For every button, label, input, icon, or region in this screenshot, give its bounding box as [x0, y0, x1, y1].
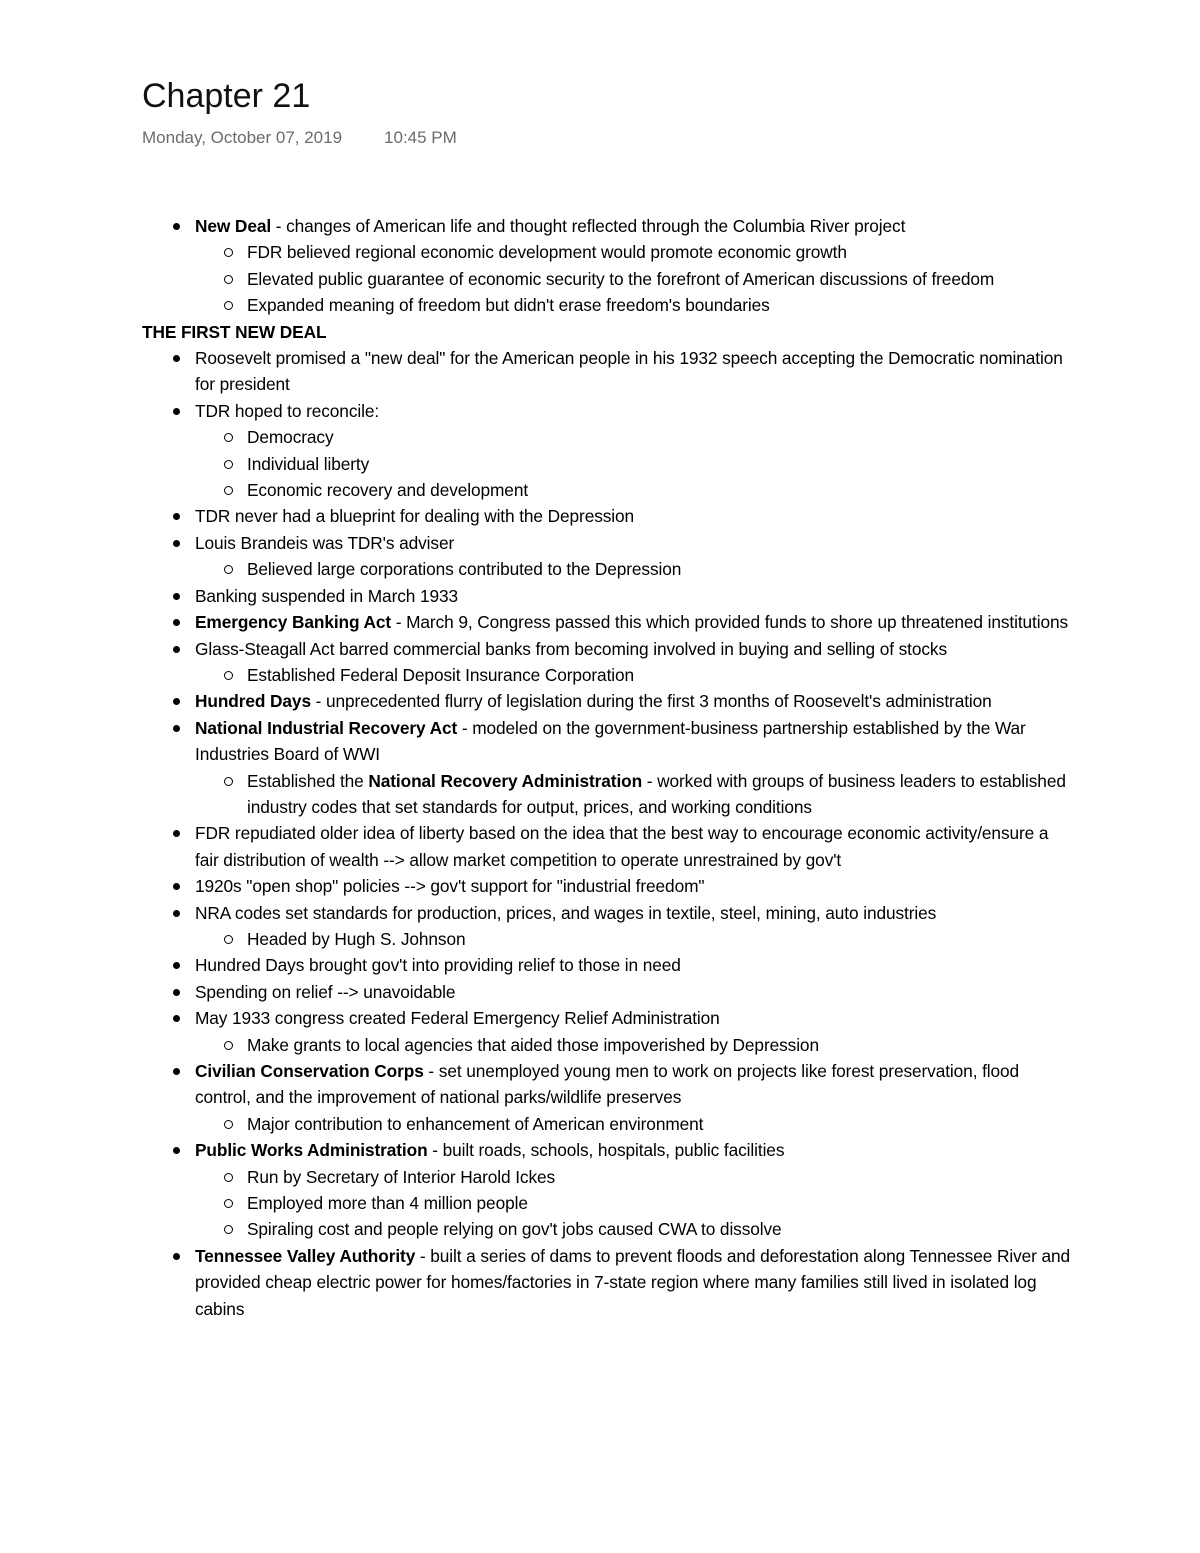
bullet-dot-icon	[173, 962, 180, 969]
item-term: Civilian Conservation Corps	[195, 1061, 424, 1081]
item-text: Economic recovery and development	[247, 480, 529, 501]
sub-bullet-item	[142, 1190, 1072, 1216]
bullet-circle-icon	[224, 1199, 233, 1208]
item-term: Public Works Administration	[195, 1140, 428, 1161]
item-text: Glass-Steagall Act barred commercial banks from becoming involved in buying and selling of stocks	[195, 638, 948, 659]
sub-bullet-item	[142, 1032, 1072, 1058]
bullet-circle-icon	[224, 1173, 233, 1182]
bullet-dot-icon	[173, 408, 180, 415]
item-text: - built roads, schools, hospitals, public facilities	[427, 1140, 785, 1161]
bullet-item	[142, 345, 1072, 398]
item-text: Make grants to local agencies that aided those impoverished by Depression	[247, 1034, 819, 1055]
item-text: Believed large corporations contributed to the Depression	[247, 559, 682, 580]
bullet-dot-icon	[173, 619, 180, 626]
bullet-item	[142, 398, 1072, 424]
item-term: National Recovery Administration	[368, 770, 643, 791]
item-text: - unprecedented flurry of legislation during the first 3 months of Roosevelt's administration	[310, 691, 992, 712]
bullet-dot-icon	[173, 513, 180, 520]
item-text: Banking suspended in March 1933	[195, 585, 459, 606]
item-text: - built a series of dams to prevent floods and deforestation along Tennessee River and provided cheap electric power for homes/factories in 7-state region where many families still lived in isolated log cabins	[195, 1245, 1071, 1319]
sub-bullet-item	[142, 477, 1072, 503]
item-text: Elevated public guarantee of economic security to the forefront of American discussions of freedom	[247, 268, 995, 289]
bullet-dot-icon	[173, 989, 180, 996]
bullet-item	[142, 636, 1072, 662]
bullet-item	[142, 873, 1072, 899]
bullet-circle-icon	[224, 1041, 233, 1050]
bullet-dot-icon	[173, 1015, 180, 1022]
bullet-dot-icon	[173, 910, 180, 917]
item-text: FDR repudiated older idea of liberty based on the idea that the best way to encourage economic activity/ensure a fair distribution of wealth --> allow market competition to operate unrestrained by gov't	[195, 823, 1049, 870]
item-text: NRA codes set standards for production, prices, and wages in textile, steel, mining, auto industries	[195, 902, 937, 923]
item-text: Hundred Days brought gov't into providing relief to those in need	[195, 955, 681, 976]
bullet-item	[142, 530, 1072, 556]
item-text: - modeled on the government-business partnership established by the War Industries Board of WWI	[195, 717, 1026, 765]
bullet-dot-icon	[173, 1068, 180, 1075]
item-text: FDR believed regional economic development would promote economic growth	[247, 242, 847, 263]
bullet-circle-icon	[224, 1120, 233, 1129]
item-term: Tennessee Valley Authority	[195, 1245, 416, 1266]
item-text: TDR hoped to reconcile:	[195, 400, 380, 421]
item-text: Major contribution to enhancement of American environment	[247, 1113, 704, 1134]
bullet-item	[142, 609, 1072, 635]
bullet-item	[142, 900, 1072, 926]
item-text: 1920s "open shop" policies --> gov't support for "industrial freedom"	[195, 876, 705, 897]
bullet-circle-icon	[224, 301, 233, 310]
bullet-circle-icon	[224, 777, 233, 786]
bullet-item	[142, 503, 1072, 529]
bullet-circle-icon	[224, 935, 233, 944]
item-term: New Deal	[195, 216, 272, 236]
item-text-prefix: Established the	[247, 770, 369, 791]
bullet-circle-icon	[224, 565, 233, 574]
sub-bullet-item	[142, 768, 1072, 821]
bullet-dot-icon	[173, 883, 180, 890]
bullet-dot-icon	[173, 355, 180, 362]
item-text: - worked with groups of business leaders to established industry codes that set standards for output, prices, and working conditions	[247, 770, 1066, 817]
item-text: Spiraling cost and people relying on gov't jobs caused CWA to dissolve	[247, 1219, 782, 1240]
bullet-circle-icon	[224, 460, 233, 469]
bullet-item	[142, 1243, 1072, 1322]
sub-bullet-item	[142, 424, 1072, 450]
item-text: Established Federal Deposit Insurance Corporation	[247, 664, 635, 685]
bullet-circle-icon	[224, 248, 233, 257]
item-text: Spending on relief --> unavoidable	[195, 981, 456, 1002]
bullet-circle-icon	[224, 1225, 233, 1234]
sub-bullet-item	[142, 556, 1072, 582]
bullet-dot-icon	[173, 725, 180, 732]
sub-bullet-item	[142, 292, 1072, 318]
item-text: TDR never had a blueprint for dealing with the Depression	[195, 506, 635, 527]
item-text: Employed more than 4 million people	[247, 1193, 528, 1214]
item-term: Hundred Days	[195, 691, 311, 712]
section-heading-text: THE FIRST NEW DEAL	[142, 321, 327, 342]
item-text: Roosevelt promised a "new deal" for the American people in his 1932 speech accepting the Democratic nomination for president	[195, 348, 1063, 395]
sub-bullet-item	[142, 451, 1072, 477]
bullet-item	[142, 583, 1072, 609]
bullet-item	[142, 1137, 1072, 1163]
bullet-circle-icon	[224, 486, 233, 495]
sub-bullet-item	[142, 1164, 1072, 1190]
bullet-dot-icon	[173, 540, 180, 547]
sub-bullet-item	[142, 926, 1072, 952]
section-heading	[142, 319, 1072, 345]
item-text: - March 9, Congress passed this which provided funds to shore up threatened institutions	[391, 612, 1069, 633]
sub-bullet-item	[142, 1111, 1072, 1137]
bullet-item	[142, 715, 1072, 768]
bullet-item	[142, 1058, 1072, 1111]
sub-bullet-item	[142, 266, 1072, 292]
bullet-dot-icon	[173, 830, 180, 837]
bullet-item	[142, 979, 1072, 1005]
bullet-dot-icon	[173, 1147, 180, 1154]
sub-bullet-item	[142, 662, 1072, 688]
bullet-item	[142, 1005, 1072, 1031]
sub-bullet-item	[142, 239, 1072, 265]
item-text: - set unemployed young men to work on projects like forest preservation, flood control, and the improvement of national parks/wildlife preserves	[195, 1061, 1020, 1108]
note-timestamp	[142, 127, 457, 149]
bullet-circle-icon	[224, 275, 233, 284]
bullet-dot-icon	[173, 1253, 180, 1260]
item-text: - changes of American life and thought reflected through the Columbia River project	[271, 216, 906, 236]
bullet-circle-icon	[224, 671, 233, 680]
item-text: May 1933 congress created Federal Emergency Relief Administration	[195, 1008, 720, 1029]
bullet-dot-icon	[173, 646, 180, 653]
item-text: Individual liberty	[247, 453, 370, 474]
bullet-dot-icon	[173, 593, 180, 600]
bullet-item	[142, 688, 1072, 714]
page-title: Chapter 21	[142, 77, 311, 115]
sub-bullet-item	[142, 1216, 1072, 1242]
bullet-item	[142, 213, 1072, 239]
item-text: Louis Brandeis was TDR's adviser	[195, 532, 455, 553]
bullet-circle-icon	[224, 433, 233, 442]
item-text: Democracy	[247, 427, 334, 448]
bullet-dot-icon	[173, 698, 180, 705]
item-term: Emergency Banking Act	[195, 612, 392, 633]
item-text: Run by Secretary of Interior Harold Ickes	[247, 1166, 556, 1187]
bullet-dot-icon	[173, 223, 180, 230]
note-time: 10:45 PM	[384, 128, 457, 147]
note-body	[142, 213, 1072, 1322]
item-text: Expanded meaning of freedom but didn't erase freedom's boundaries	[247, 295, 770, 316]
bullet-item	[142, 820, 1072, 873]
bullet-item	[142, 952, 1072, 978]
note-date: Monday, October 07, 2019	[142, 128, 343, 147]
item-text: Headed by Hugh S. Johnson	[247, 928, 466, 949]
item-term: National Industrial Recovery Act	[195, 717, 458, 738]
